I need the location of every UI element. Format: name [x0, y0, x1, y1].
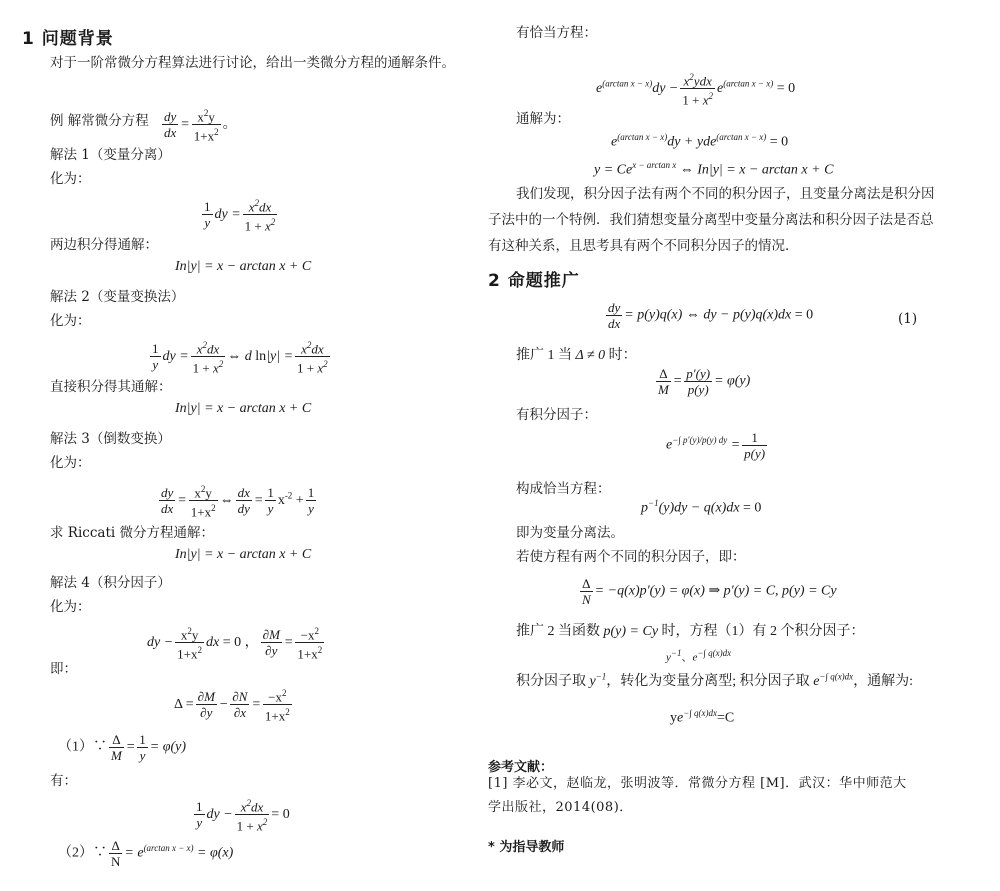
footnote: * 为指导教师	[488, 840, 565, 855]
method-2-equation: $\frac{1}{y}$ dy = $\frac{x^2dx}{1 + x^2}$ ⇔ d ln|y| = $\frac{x^2dx}{1 + x^2}$	[152, 340, 328, 376]
general-equation-1: $e^{(arctan x - x)}dy + yde^{(arctan x - x)} = 0$	[611, 132, 789, 150]
case-1-condition: （1）∵ $\frac{\Delta}{M}$ = $\frac{1}{y}$ = φ(y)	[58, 732, 187, 763]
case-1-have: 有：	[50, 773, 77, 789]
method-4-equation: dy − $\frac{x^2y}{1+x^2}$ dx = 0 ， $\frac{\partial M}{\partial y}$ = $\frac{-x^2}{1+x^2}$	[147, 626, 323, 662]
method-1-title: 解法 1（变量分离）	[50, 147, 171, 163]
case-1-equation: $\frac{1}{y}$ dy − $\frac{x^2dx}{1 + x^2}$ = 0	[196, 798, 290, 834]
left-column	[0, 0, 490, 891]
generalization-2-line: 积分因子取 $y^{-1}$，转化为变量分离型; 积分因子取 $e^{-\int q(x)dx}$，通解为:	[516, 671, 914, 689]
example-equation: $\frac{dy}{dx}$ = $\frac{x^2y}{1+x^2}$ 。	[164, 108, 237, 144]
method-3-title: 解法 3（倒数变换）	[50, 431, 171, 447]
method-3-equation: $\frac{dy}{dx}$ = $\frac{x^2y}{1+x^2}$ ⇔ $\frac{dx}{dy}$ = $\frac{1}{y}$ $x^{-2}$ + $\frac{1}{y}$	[161, 484, 315, 520]
method-2-solution: In|y| = x − arctan x + C	[175, 401, 312, 416]
method-4-to: 化为：	[50, 599, 91, 615]
method-1-to: 化为：	[50, 171, 91, 187]
method-4-delta: Δ = $\frac{\partial M}{\partial y}$ − $\frac{\partial N}{\partial x}$ = $\frac{-x^2}{1+x^2}$	[174, 688, 290, 724]
method-2-integrate: 直接积分得其通解：	[50, 379, 172, 395]
section-1-heading: 1 问题背景	[22, 29, 114, 49]
construct-equation: $p^{-1}(y)dy - q(x)dx = 0$	[641, 498, 762, 516]
method-2-to: 化为：	[50, 313, 91, 329]
section-2-heading: 2 命题推广	[488, 271, 580, 291]
right-column	[486, 0, 1000, 891]
equation-1: $\frac{dy}{dx}$ = p(y)q(x) ⇔ dy − p(y)q(x)dx = 0	[608, 300, 814, 331]
reference-1-line-2: 学出版社，2014(08)．	[488, 800, 633, 815]
method-1-integrate: 两边积分得通解：	[50, 237, 158, 253]
references-title: 参考文献：	[488, 760, 554, 775]
two-factors-equation: $\frac{\Delta}{N}$ = −q(x)p′(y) = φ(x) ⇒ p′(y) = C, p(y) = Cy	[582, 576, 837, 607]
method-4-title: 解法 4（积分因子）	[50, 575, 171, 591]
exact-equation: $e^{(arctan x - x)}dy$ − $\frac{x^2ydx}{1 + x^2}$ $e^{(arctan x - x)} = 0$	[596, 72, 796, 108]
method-3-to: 化为：	[50, 455, 91, 471]
generalization-2-solution: $ye^{-\int q(x)dx}=C$	[670, 708, 735, 726]
generalization-2-factors: $y^{-1}$、$e^{-\int q(x)dx}$	[666, 648, 732, 664]
construct-label: 构成恰当方程：	[516, 481, 611, 497]
general-label: 通解为：	[516, 111, 570, 127]
factor-label: 有积分因子：	[516, 407, 597, 423]
factor-equation: $e^{-\int p'(y)/p(y) dy}$ = $\frac{1}{p(y)}$	[666, 430, 766, 461]
example-label: 例 解常微分方程	[50, 113, 149, 129]
generalization-2: 推广 2 当函数 p(y) = Cy 时，方程（1）有 2 个积分因子：	[516, 624, 865, 639]
method-3-solution: In|y| = x − arctan x + C	[175, 547, 312, 562]
method-1-equation: $\frac{1}{y}$ dy = $\frac{x^2dx}{1 + x^2}$	[204, 198, 276, 234]
separation-label: 即为变量分离法。	[516, 525, 624, 541]
generalization-1-equation: $\frac{\Delta}{M}$ = $\frac{p'(y)}{p(y)}$ = φ(y)	[658, 366, 751, 397]
intro-paragraph: 对于一阶常微分方程算法进行讨论，给出一类微分方程的通解条件。	[50, 55, 455, 71]
exact-label: 有恰当方程：	[516, 25, 597, 41]
case-2-condition: （2）∵ $\frac{\Delta}{N}$ = $e^{(arctan x - x)} = \varphi(x)$	[58, 838, 234, 869]
method-1-solution: In|y| = x − arctan x + C	[175, 259, 312, 274]
generalization-1: 推广 1 当 Δ ≠ 0 时：	[516, 348, 637, 363]
method-3-riccati: 求 Riccati 微分方程通解：	[50, 525, 214, 541]
reference-1-line-1: [1] 李必文，赵临龙，张明波等．常微分方程 [M]．武汉：华中师范大	[488, 776, 907, 791]
discussion-paragraph: 我们发现，积分因子法有两个不同的积分因子，且变量分离法是积分因子法中的一个特例．我们猜想变量分离型中变量分离法和积分因子法是否总有这种关系，且思考具有两个不同积分因子的情况．	[488, 186, 935, 254]
method-2-title: 解法 2（变量变换法）	[50, 289, 185, 305]
two-factors-label: 若使方程有两个不同的积分因子，即：	[516, 549, 746, 565]
method-4-ie: 即：	[50, 661, 77, 677]
equation-1-number: (1)	[898, 311, 918, 327]
general-equation-2: $y = Ce^{x - arctan x}$ ⇔ In|y| = x − arctan x + C	[594, 160, 834, 178]
